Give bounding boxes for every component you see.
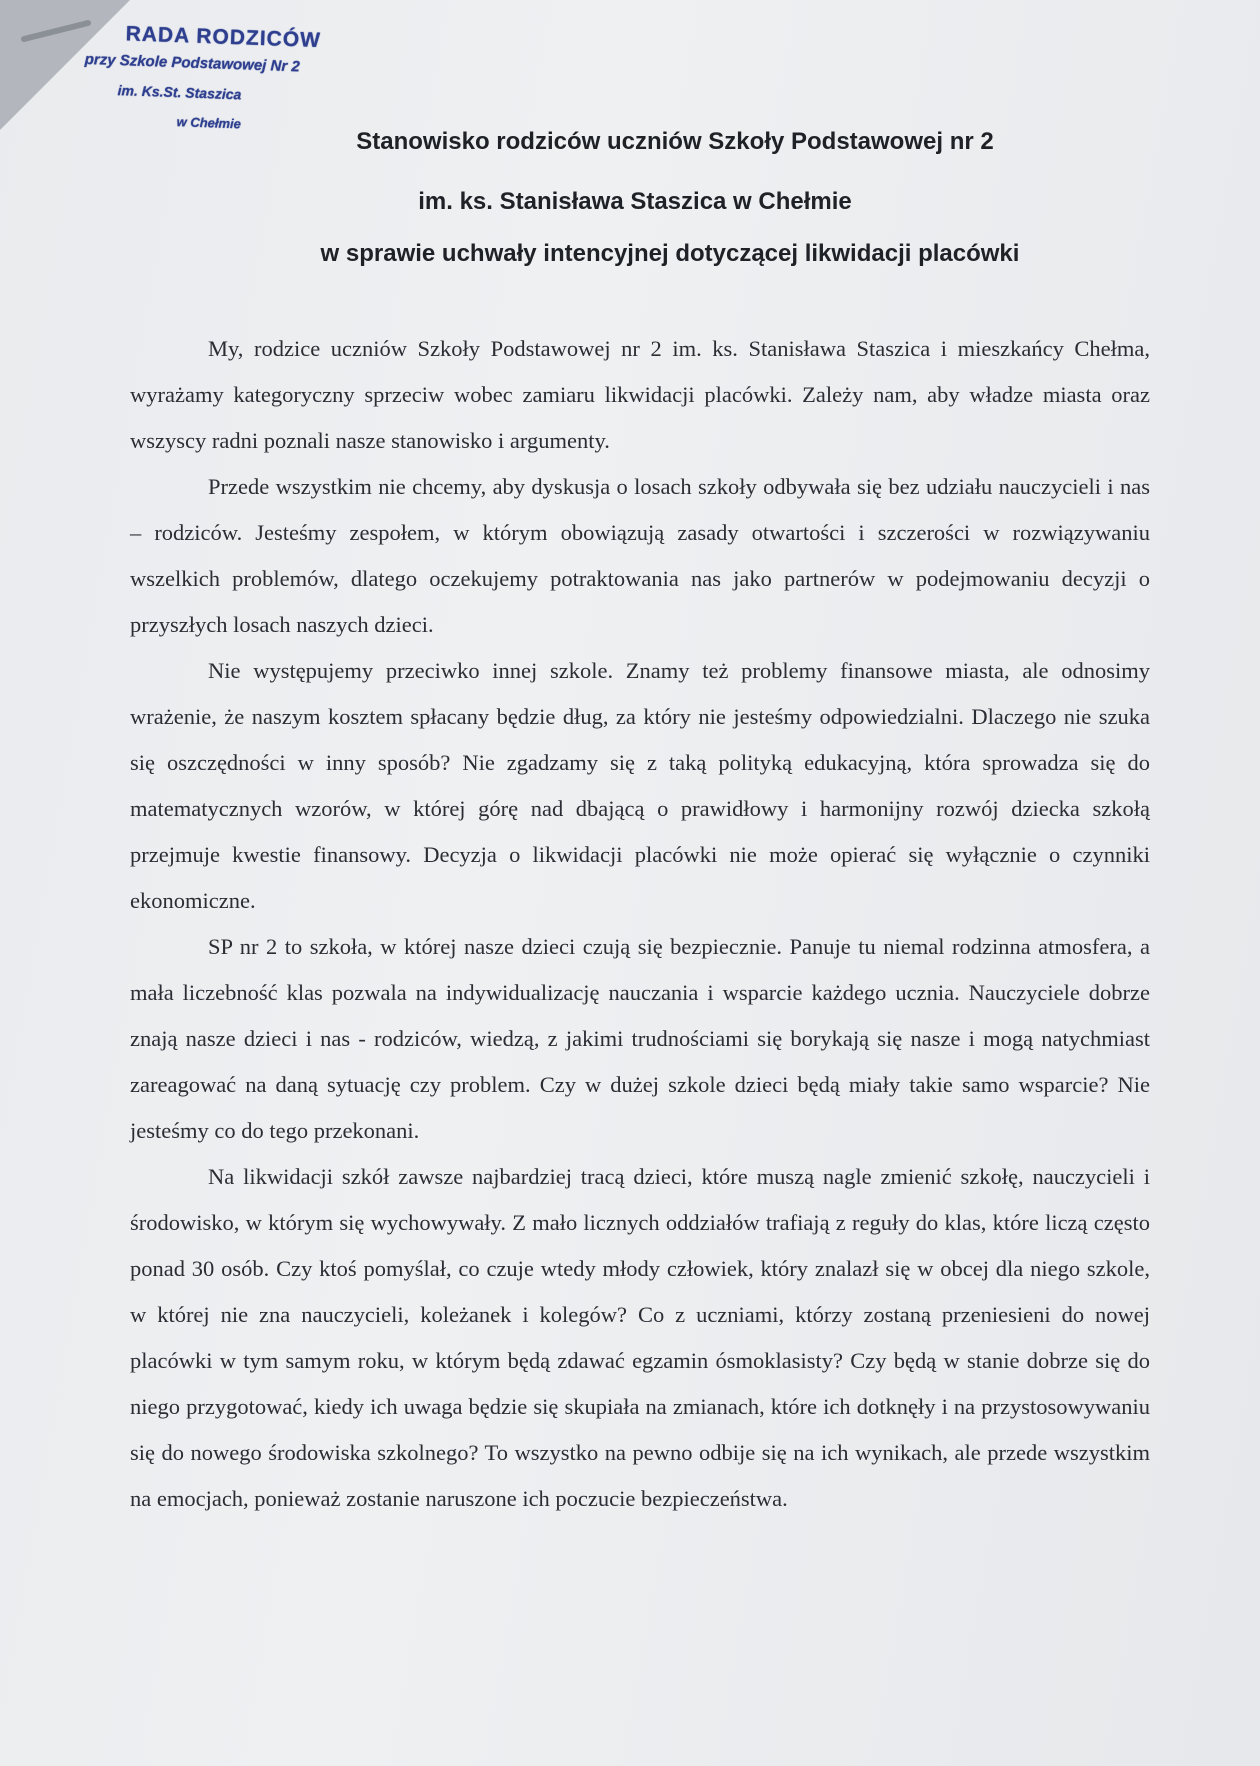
document-title-line-1: Stanowisko rodziców uczniów Szkoły Podstawowej nr 2 — [356, 128, 994, 155]
stamp-line-2: przy Szkole Podstawowej Nr 2 — [84, 50, 300, 76]
paragraph-1: My, rodzice uczniów Szkoły Podstawowej nr 2 im. ks. Stanisława Staszica i mieszkańcy Chełma, wyrażamy kategoryczny sprzeciw wobec zamiaru likwidacji placówki. Zależy nam, aby władze miasta oraz wszyscy radni poznali nasze stanowisko i argumenty. — [130, 336, 1150, 453]
paragraph-2: Przede wszystkim nie chcemy, aby dyskusja o losach szkoły odbywała się bez udziału nauczycieli i nas – rodziców. Jesteśmy zespołem, w którym obowiązują zasady otwartości i szczerości w rozwiązywaniu wszelkich problemów, dlatego oczekujemy potraktowania nas jako partnerów w podejmowaniu decyzji o przyszłych losach naszych dzieci. — [130, 474, 1150, 637]
paragraph-4: SP nr 2 to szkoła, w której nasze dzieci czują się bezpiecznie. Panuje tu niemal rodzinna atmosfera, a mała liczebność klas pozwala na indywidualizację nauczania i wsparcie każdego ucznia. Nauczyciele dobrze znają nasze dzieci i nas - rodziców, wiedzą, z jakimi trudnościami się borykają się nasze i mogą natychmiast zareagować na daną sytuację czy problem. Czy w dużej szkole dzieci będą miały takie samo wsparcie? Nie jesteśmy co do tego przekonani. — [130, 934, 1150, 1143]
stamp-line-3: im. Ks.St. Staszica — [117, 82, 242, 103]
document-title-line-2: im. ks. Stanisława Staszica w Chełmie — [418, 188, 852, 215]
paragraph-5: Na likwidacji szkół zawsze najbardziej tracą dzieci, które muszą nagle zmienić szkołę, nauczycieli i środowisko, w którym się wychowywały. Z mało licznych oddziałów trafiają z reguły do klas, które liczą często ponad 30 osób. Czy ktoś pomyślał, co czuje wtedy młody człowiek, który znalazł się w obcej dla niego szkole, w której nie zna nauczycieli, koleżanek i kolegów? Co z uczniami, którzy zostaną przeniesieni do nowej placówki w tym samym roku, w którym będą zdawać egzamin ósmoklasisty? Czy będą w stanie dobrze się do niego przygotować, kiedy ich uwaga będzie się skupiała na zmianach, które ich dotknęły i na przystosowywaniu się do nowego środowiska szkolnego? To wszystko na pewno odbije się na ich wynikach, ale przede wszystkim na emocjach, ponieważ zostanie naruszone ich poczucie bezpieczeństwa. — [130, 1164, 1150, 1511]
stamp-line-4: w Chełmie — [176, 114, 242, 132]
stamp-line-1: RADA RODZICÓW — [125, 22, 322, 53]
paragraph-3: Nie występujemy przeciwko innej szkole. Znamy też problemy finansowe miasta, ale odnosimy wrażenie, że naszym kosztem spłacany będzie dług, za który nie jesteśmy odpowiedzialni. Dlaczego nie szuka się oszczędności w inny sposób? Nie zgadzamy się z taką polityką edukacyjną, która sprowadza się do matematycznych wzorów, w której górę nad dbającą o prawidłowy i harmonijny rozwój dziecka szkołą przejmuje kwestie finansowy. Decyzja o likwidacji placówki nie może opierać się wyłącznie o czynniki ekonomiczne. — [130, 658, 1150, 913]
document-body — [130, 326, 1150, 1522]
document-title-line-3: w sprawie uchwały intencyjnej dotyczącej likwidacji placówki — [320, 240, 1020, 267]
